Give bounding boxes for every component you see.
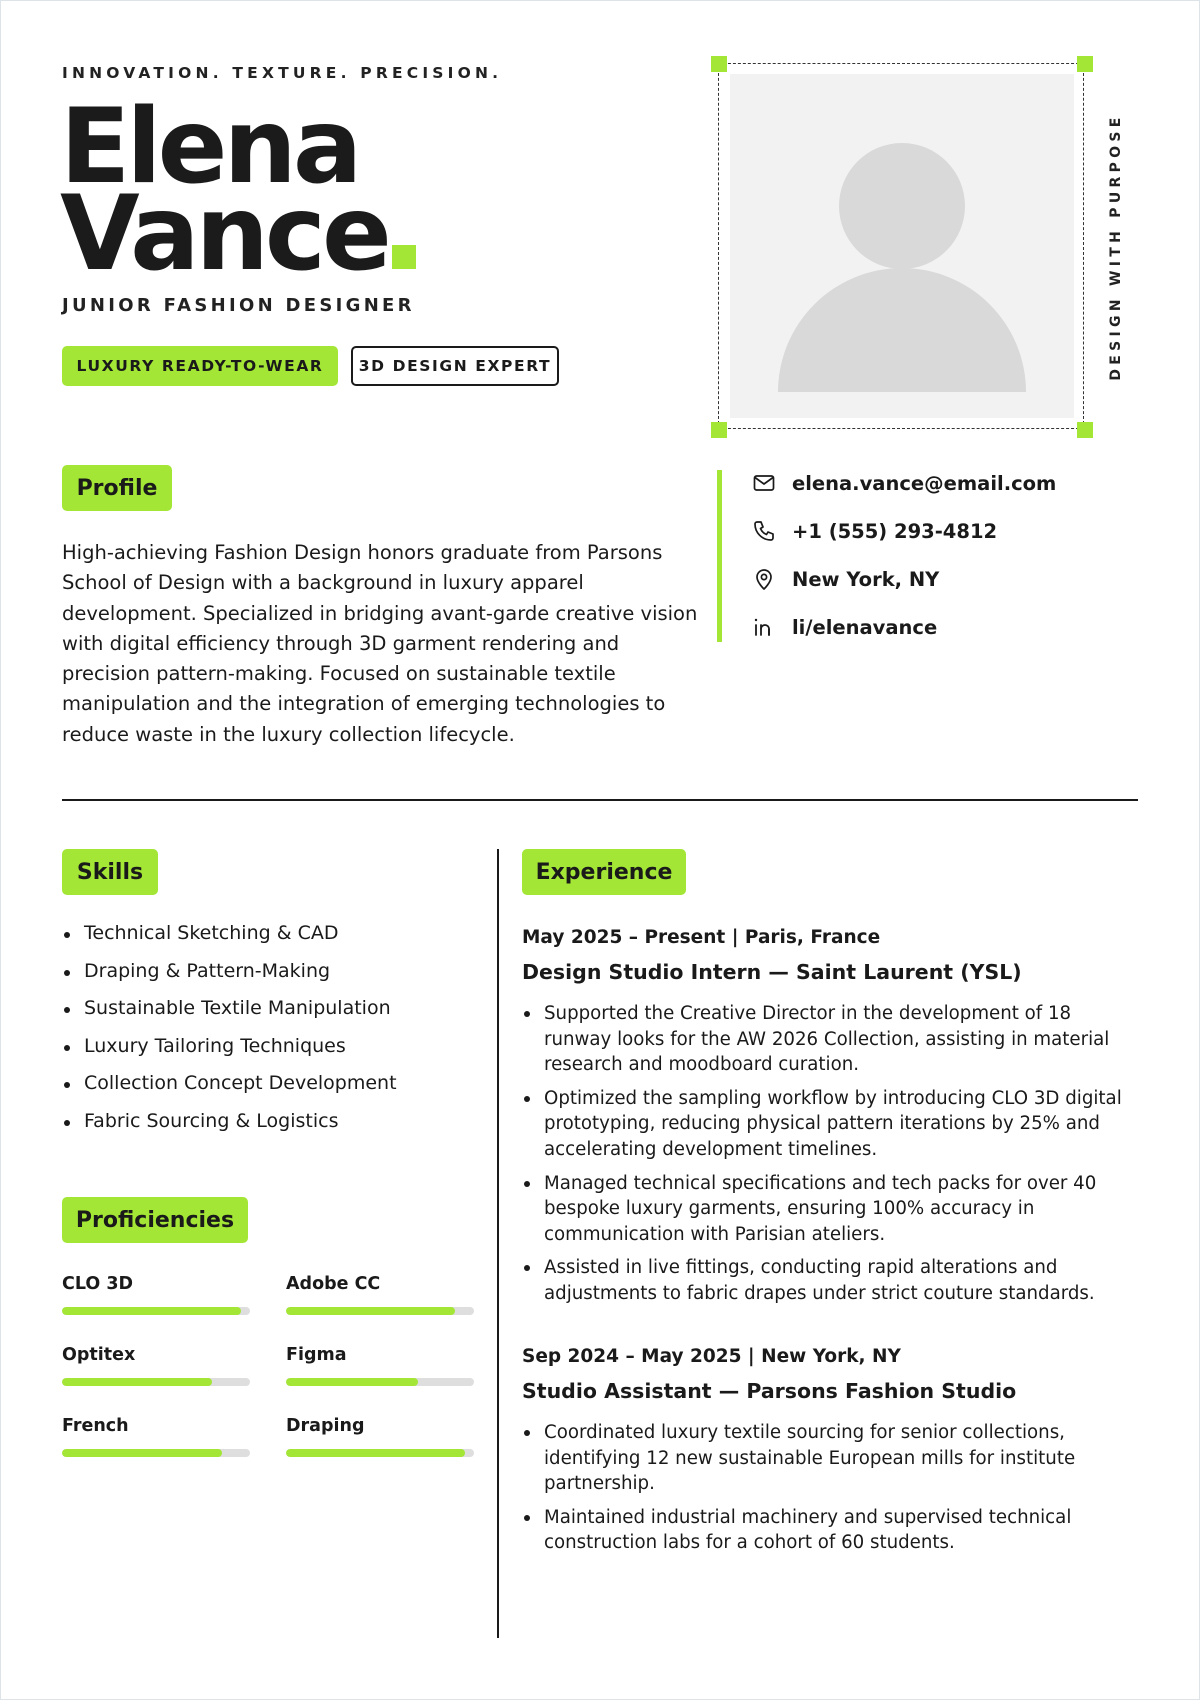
last-name-block <box>60 174 416 294</box>
list-item: Fabric Sourcing & Logistics <box>62 1110 482 1148</box>
proficiency-adobe-cc <box>286 1274 474 1315</box>
frame-handle <box>711 422 727 438</box>
contact-linkedin-text: li/elenavance <box>792 615 938 639</box>
proficiency-optitex <box>62 1345 250 1386</box>
contact-linkedin[interactable] <box>752 612 937 642</box>
proficiencies-heading: Proficiencies <box>62 1197 248 1243</box>
first-name: Elena <box>60 87 359 207</box>
avatar-body-icon <box>778 268 1026 392</box>
column-divider <box>497 849 499 1638</box>
proficiency-fill <box>62 1378 212 1386</box>
proficiency-label: Adobe CC <box>286 1274 381 1294</box>
frame-handle <box>711 56 727 72</box>
proficiency-draping <box>286 1416 474 1457</box>
proficiency-label: Optitex <box>62 1345 136 1365</box>
profile-heading: Profile <box>62 465 172 511</box>
accent-square <box>392 245 416 269</box>
profile-photo <box>730 74 1074 418</box>
contact-phone[interactable] <box>752 516 997 546</box>
mail-icon <box>752 471 776 495</box>
contact-location-text: New York, NY <box>792 567 940 591</box>
list-item: Coordinated luxury textile sourcing for senior collections, identifying 12 new sustainable European mills for institute partnership. <box>522 1420 1142 1497</box>
proficiency-french <box>62 1416 250 1457</box>
contact-phone-text: +1 (555) 293-4812 <box>792 519 998 543</box>
proficiency-track <box>286 1449 474 1457</box>
list-item: Assisted in live fittings, conducting rapid alterations and adjustments to fabric drapes under strict couture standards. <box>522 1255 1142 1306</box>
job-title: JUNIOR FASHION DESIGNER <box>62 295 415 316</box>
list-item: Optimized the sampling workflow by introducing CLO 3D digital prototyping, reducing physical pattern iterations by 25% and accelerating development timelines. <box>522 1086 1142 1163</box>
vertical-slogan: DESIGN WITH PURPOSE <box>1108 113 1124 381</box>
tag-luxury-ready-to-wear: LUXURY READY-TO-WEAR <box>62 346 338 386</box>
job-role: Design Studio Intern — Saint Laurent (YSL) <box>522 960 1022 984</box>
avatar-head-icon <box>839 143 965 269</box>
list-item: Sustainable Textile Manipulation <box>62 997 482 1035</box>
proficiency-fill <box>286 1378 418 1386</box>
proficiency-clo-3d <box>62 1274 250 1315</box>
proficiency-track <box>62 1449 250 1457</box>
skills-list <box>62 922 482 1148</box>
proficiency-track <box>62 1307 250 1315</box>
proficiency-label: Draping <box>286 1416 365 1436</box>
proficiency-fill <box>62 1449 222 1457</box>
tagline: INNOVATION. TEXTURE. PRECISION. <box>62 64 503 82</box>
contact-email-text: elena.vance@email.com <box>792 471 1057 495</box>
profile-summary: High-achieving Fashion Design honors graduate from Parsons School of Design with a background in luxury apparel development. Specialized in bridging avant-garde creative vision with digital efficiency through 3D garment rendering and precision pattern-making. Focused on sustainable textile manipulation and the integration of emerging technologies to reduce waste in the luxury collection lifecycle. <box>62 541 698 746</box>
section-divider <box>62 799 1138 801</box>
job-bullets <box>522 1001 1142 1315</box>
list-item: Technical Sketching & CAD <box>62 922 482 960</box>
tag-3d-design-expert: 3D DESIGN EXPERT <box>351 346 559 386</box>
job-meta: May 2025 – Present | Paris, France <box>522 927 881 948</box>
contact-location <box>752 564 939 594</box>
proficiency-fill <box>62 1307 241 1315</box>
proficiency-label: CLO 3D <box>62 1274 134 1294</box>
job-meta: Sep 2024 – May 2025 | New York, NY <box>522 1346 901 1367</box>
last-name: Vance <box>60 174 388 294</box>
list-item: Managed technical specifications and tech packs for over 40 bespoke luxury garments, ensuring 100% accuracy in communication with Parisian ateliers. <box>522 1171 1142 1248</box>
skills-heading: Skills <box>62 849 158 895</box>
location-pin-icon <box>752 567 776 591</box>
proficiency-track <box>286 1378 474 1386</box>
proficiency-figma <box>286 1345 474 1386</box>
frame-handle <box>1077 56 1093 72</box>
phone-icon <box>752 519 776 543</box>
list-item: Luxury Tailoring Techniques <box>62 1035 482 1073</box>
job-bullets <box>522 1420 1142 1564</box>
list-item: Maintained industrial machinery and supervised technical construction labs for a cohort of 60 students. <box>522 1505 1142 1556</box>
proficiency-fill <box>286 1307 455 1315</box>
proficiency-fill <box>286 1449 465 1457</box>
proficiency-label: Figma <box>286 1345 347 1365</box>
list-item: Collection Concept Development <box>62 1072 482 1110</box>
proficiency-track <box>286 1307 474 1315</box>
proficiency-track <box>62 1378 250 1386</box>
linkedin-icon <box>752 615 776 639</box>
list-item: Supported the Creative Director in the development of 18 runway looks for the AW 2026 Collection, assisting in material research and moodboard curation. <box>522 1001 1142 1078</box>
contact-email[interactable] <box>752 468 1056 498</box>
contact-accent-bar <box>717 470 722 642</box>
list-item: Draping & Pattern-Making <box>62 960 482 998</box>
experience-heading: Experience <box>522 849 686 895</box>
job-role: Studio Assistant — Parsons Fashion Studio <box>522 1379 1017 1403</box>
proficiency-label: French <box>62 1416 129 1436</box>
frame-handle <box>1077 422 1093 438</box>
